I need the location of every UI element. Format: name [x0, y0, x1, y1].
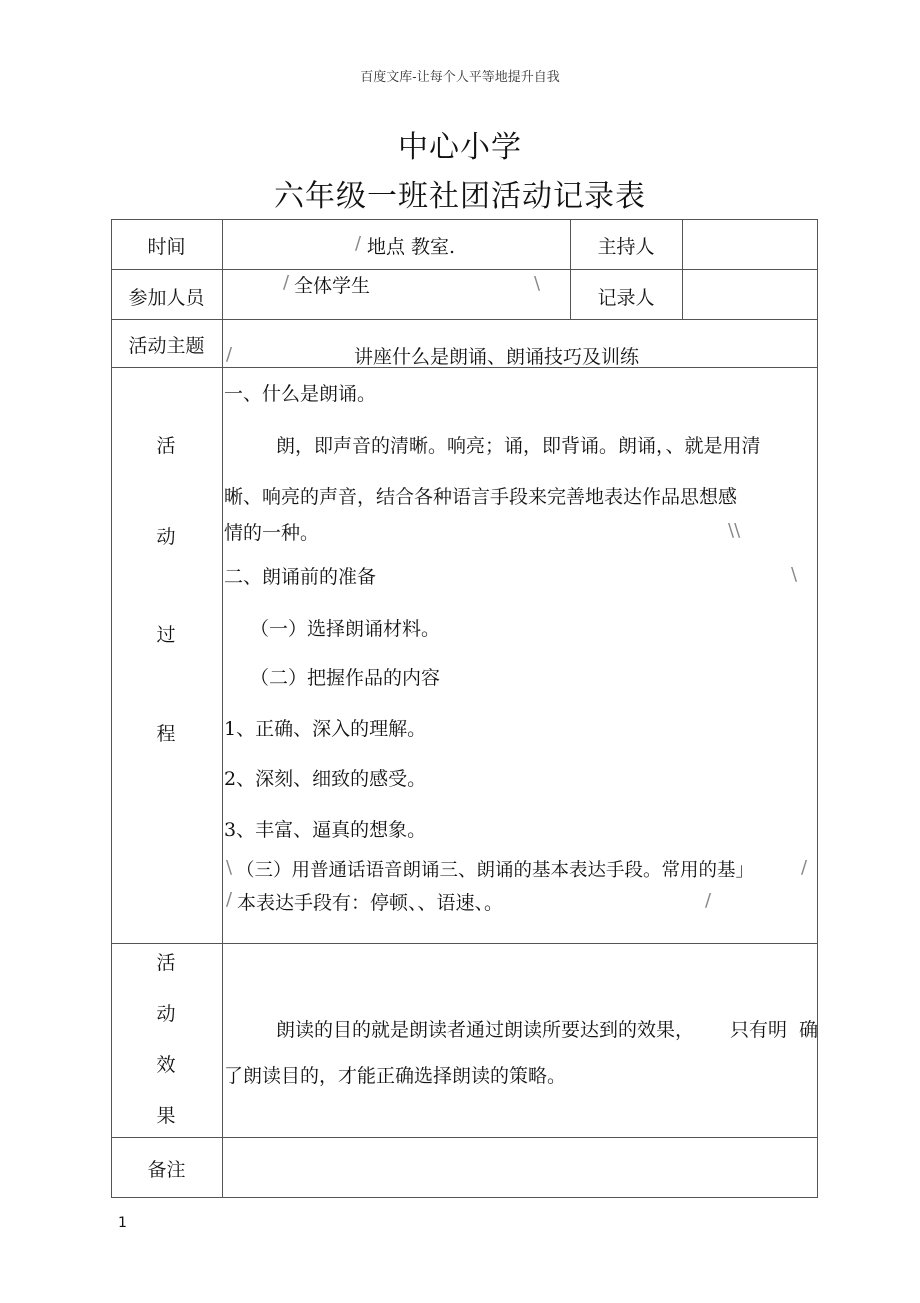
effect-line: 了朗读目的，才能正确选择朗读的策略。: [224, 1065, 567, 1087]
table-rule: [111, 319, 818, 320]
effect-label-char: 活: [156, 952, 176, 974]
participants-label: 参加人员: [128, 287, 205, 309]
process-line: （一）选择朗诵材料。: [250, 618, 441, 640]
effect-label-char: 效: [156, 1054, 176, 1076]
process-line: 晰、响亮的声音，结合各种语言手段来完善地表达作品思想感: [224, 486, 738, 508]
effect-line: 朗读的目的就是朗读者通过朗读所要达到的效果，: [276, 1019, 695, 1041]
theme-label: 活动主题: [128, 335, 205, 357]
process-label-char: 程: [156, 723, 176, 745]
page-title-school: 中心小学: [398, 130, 522, 165]
notes-label: 备注: [147, 1159, 186, 1181]
page-header: 百度文库-让每个人平等地提升自我: [360, 70, 560, 85]
table-rule: [111, 1137, 818, 1138]
page-title-form: 六年级一班社团活动记录表: [274, 179, 646, 214]
process-line: 朗，即声音的清晰。响亮；诵，即背诵。朗诵，、就是用清: [276, 435, 761, 457]
theme-value: 讲座什么是朗诵、朗诵技巧及训练: [354, 346, 640, 368]
table-border-bottom: [111, 1197, 818, 1198]
process-line: 本表达手段有：停顿、、语速、。: [237, 892, 504, 914]
process-label-char: 动: [156, 526, 176, 548]
backslash-mark: \: [791, 564, 798, 585]
table-column-rule: [222, 219, 223, 1198]
process-line: 1、正确、深入的理解。: [224, 718, 427, 740]
host-label: 主持人: [597, 236, 655, 258]
effect-line: 确: [799, 1019, 819, 1041]
process-line: 3、丰富、逼真的想象。: [224, 819, 427, 841]
table-border-right: [817, 219, 818, 1198]
table-column-rule: [682, 219, 683, 320]
page-number: 1: [118, 1215, 127, 1231]
process-label-char: 过: [156, 624, 176, 646]
effect-label-char: 动: [156, 1003, 176, 1025]
time-label: 时间: [147, 236, 186, 258]
backslash-mark: \\: [728, 520, 741, 541]
participants-value: 全体学生: [294, 275, 371, 297]
table-rule: [111, 269, 818, 270]
process-label-char: 活: [156, 435, 176, 457]
table-rule: [111, 943, 818, 944]
slash-mark: /: [226, 344, 233, 365]
process-line: 情的一种。: [224, 522, 320, 544]
effect-label-char: 果: [156, 1105, 176, 1127]
process-line: 二、朗诵前的准备: [224, 566, 377, 588]
recorder-label: 记录人: [597, 287, 655, 309]
slash-mark: /: [801, 857, 808, 878]
process-line: 2、深刻、细致的感受。: [224, 768, 427, 790]
effect-line: 只有明: [730, 1019, 788, 1041]
process-line: （三）用普通话语音朗诵三、朗诵的基本表达手段。常用的基」: [236, 860, 755, 881]
backslash-mark: \: [226, 857, 233, 878]
process-line: （二）把握作品的内容: [250, 667, 441, 689]
backslash-mark: \: [534, 273, 541, 294]
slash-mark: /: [226, 889, 233, 910]
slash-mark: /: [355, 233, 362, 254]
slash-mark: /: [283, 272, 290, 293]
place-value: 地点 教室.: [367, 236, 456, 258]
process-line: 一、什么是朗诵。: [224, 383, 377, 405]
slash-mark: /: [705, 890, 712, 911]
table-border-top: [111, 219, 818, 220]
